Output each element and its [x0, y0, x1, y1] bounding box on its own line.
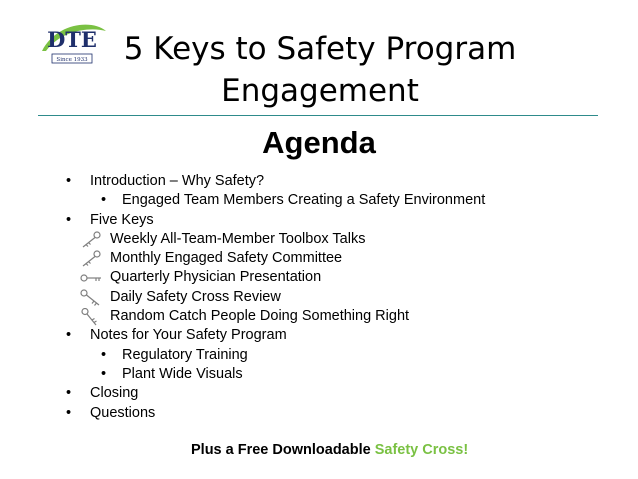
bullet-icon: • [66, 385, 72, 402]
key-item-text: Daily Safety Cross Review [110, 288, 281, 305]
key-item-text: Monthly Engaged Safety Committee [110, 250, 343, 267]
title-divider [38, 115, 598, 116]
key-icon [80, 231, 102, 249]
agenda-item-text: Five Keys [90, 211, 154, 228]
key-icon [80, 269, 102, 287]
footer-promo-text: Plus a Free Downloadable [191, 442, 375, 458]
slide-title-line-2: Engagement [221, 73, 419, 109]
dte-logo-graphic [36, 17, 108, 69]
bullet-icon: • [66, 327, 72, 344]
agenda-subitem-text: Plant Wide Visuals [122, 365, 243, 382]
bullet-icon: • [101, 365, 107, 382]
agenda-subitem-text: Engaged Team Members Creating a Safety Environment [122, 192, 486, 209]
key-item-text: Random Catch People Doing Something Right [110, 308, 410, 325]
key-icon [80, 308, 102, 326]
footer-promo-highlight: Safety Cross! [374, 442, 469, 458]
key-item-text: Weekly All-Team-Member Toolbox Talks [110, 230, 366, 247]
bullet-icon: • [66, 404, 72, 421]
agenda-item-text: Questions [90, 404, 156, 421]
agenda-item-text: Closing [90, 385, 139, 402]
dte-logo [36, 17, 108, 69]
key-icon [80, 250, 102, 268]
slide-title-line-1: 5 Keys to Safety Program [123, 31, 517, 67]
logo-tagline: Since 1933 [56, 57, 88, 63]
bullet-icon: • [101, 346, 107, 363]
key-item-text: Quarterly Physician Presentation [110, 269, 322, 286]
logo-wordmark: DTE [47, 27, 97, 52]
slide-title [110, 28, 530, 112]
agenda-item-text: Introduction – Why Safety? [90, 173, 265, 189]
bullet-icon: • [66, 211, 72, 228]
bullet-icon: • [66, 173, 72, 189]
key-icon [80, 289, 102, 307]
agenda-subitem-text: Regulatory Training [122, 346, 248, 363]
agenda-heading: Agenda [262, 125, 376, 160]
agenda-item-text: Notes for Your Safety Program [90, 327, 287, 344]
bullet-icon: • [101, 192, 107, 209]
